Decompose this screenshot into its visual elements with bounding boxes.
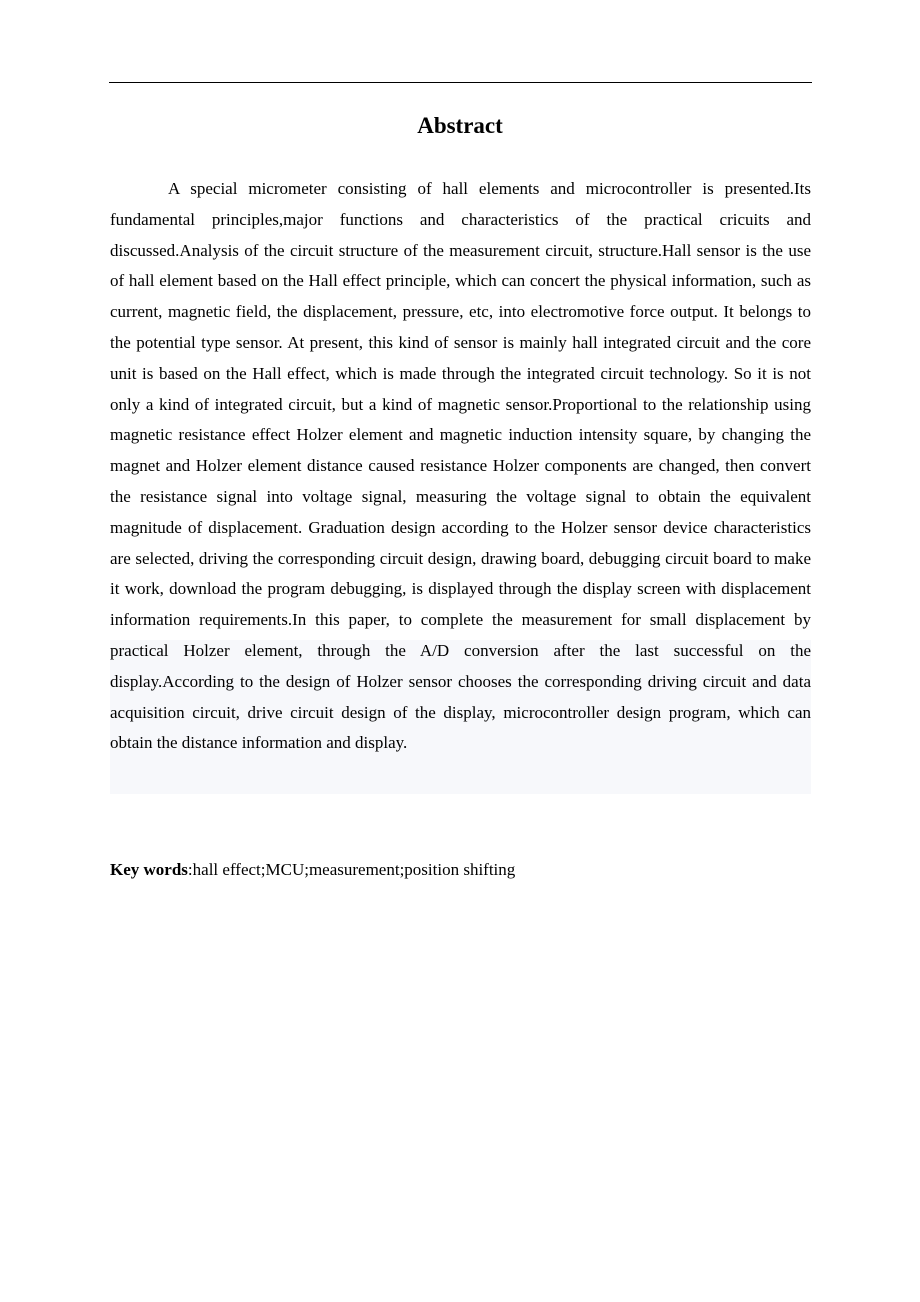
header-rule bbox=[109, 82, 812, 83]
keywords-value: hall effect;MCU;measurement;position shifting bbox=[192, 860, 516, 879]
abstract-paragraph: A special micrometer consisting of hall elements and microcontroller is presented.Its fundamental principles,major functions and characteristics of the practical cricuits and discussed.Analysis of the circuit structure of the measurement circuit, structure.Hall sensor is the use of hall element based on the Hall effect principle, which can concert the physical information, such as current, magnetic field, the displacement, pressure, etc, into electromotive force output. It belongs to the potential type sensor. At present, this kind of sensor is mainly hall integrated circuit and the core unit is based on the Hall effect, which is made through the integrated circuit technology. So it is not only a kind of integrated circuit, but a kind of magnetic sensor.Proportional to the relationship using magnetic resistance effect Holzer element and magnetic induction intensity square, by changing the magnet and Holzer element distance caused resistance Holzer components are changed, then convert the resistance signal into voltage signal, measuring the voltage signal to obtain the equivalent magnitude of displacement. Graduation design according to the Holzer sensor device characteristics are selected, driving the corresponding circuit design, drawing board, debugging circuit board to make it work, download the program debugging, is displayed through the display screen with displacement information requirements.In this paper, to complete the measurement for small displacement by practical Holzer element, through the A/D conversion after the last successful on the display.According to the design of Holzer sensor chooses the corresponding driving circuit and data acquisition circuit, drive circuit design of the display, microcontroller design program, which can obtain the distance information and display. bbox=[110, 179, 811, 753]
keywords-separator: : bbox=[187, 860, 193, 879]
page-title: Abstract bbox=[417, 113, 503, 138]
keywords-label: Key words bbox=[110, 860, 188, 879]
keywords-line bbox=[110, 855, 811, 885]
abstract-section bbox=[110, 174, 811, 759]
